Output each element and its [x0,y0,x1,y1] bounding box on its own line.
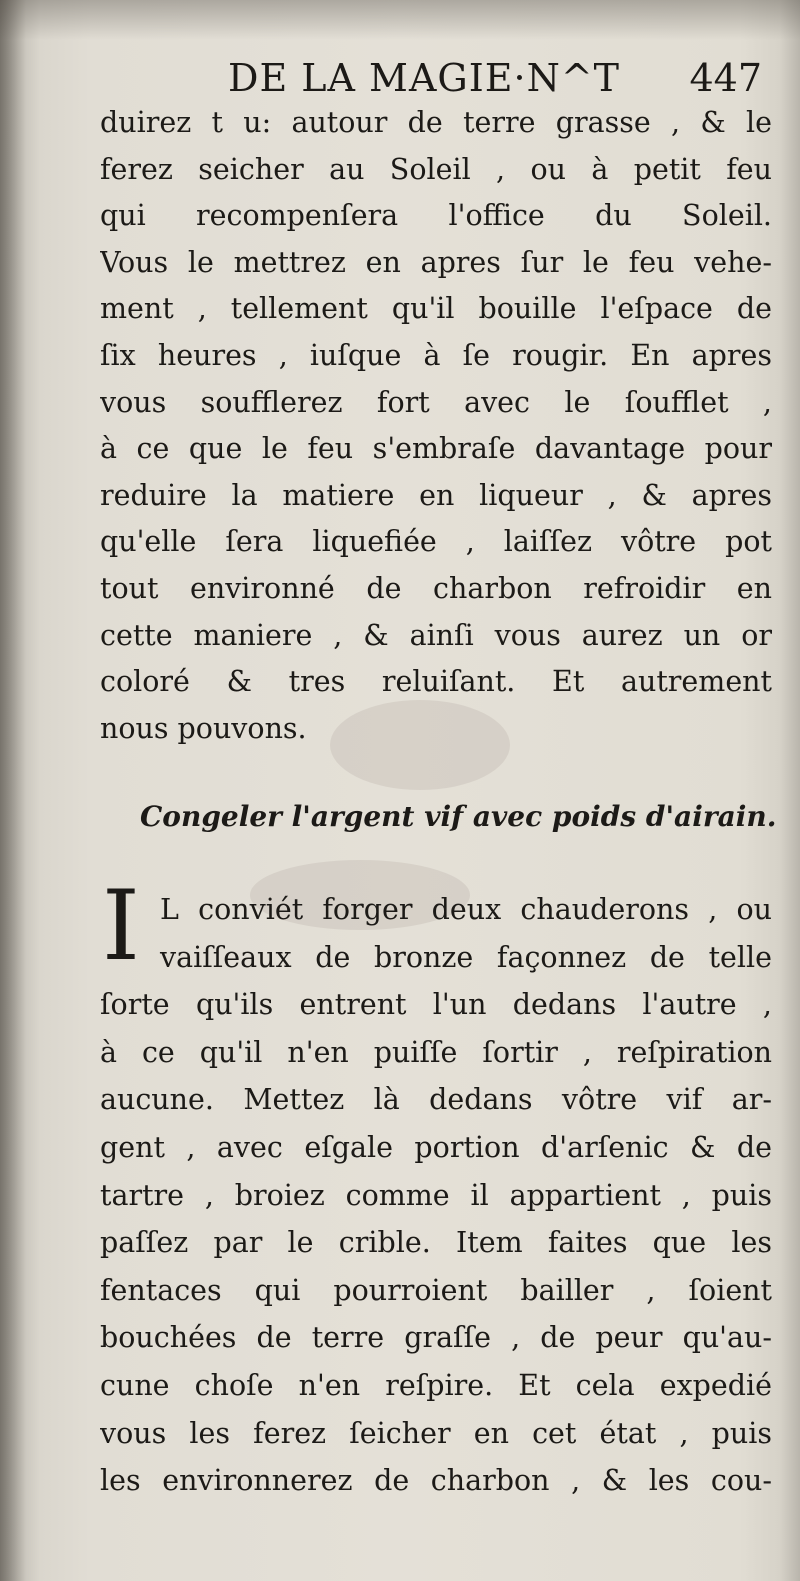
text-line: nous pouvons. [100,711,307,745]
gutter-shadow [0,0,26,1581]
text-line: à ce qu'il n'en puiſſe ſortir , reſpiration [100,1035,772,1069]
text-line: duirez t u: autour de terre grasse , & le [100,106,772,139]
page-number: 447 [689,56,762,100]
text-line: fentaces qui pourroient bailler , ſoient [100,1273,772,1307]
section-heading: Congeler l'argent vif avec poids d'airain. [140,800,777,833]
text-line: les environnerez de charbon , & les cou- [100,1464,772,1498]
text-line: paſſez par le crible. Item faites que les [100,1226,772,1260]
text-line: cette maniere , & ainſi vous aurez un or [100,618,772,652]
text-line: ſix heures , iuſque à ſe rougir. En apres [100,338,772,372]
text-line: Vous le mettrez en apres ſur le feu vehe- [100,245,772,279]
paragraph-2 [100,870,772,1505]
text-line: bouchées de terre graſſe , de peur qu'au- [100,1321,772,1355]
text-line: vous les ferez ſeicher en cet état , puis [100,1416,772,1450]
text-line: ment , tellement qu'il bouille l'eſpace de [100,292,772,326]
text-line: vaiſſeaux de bronze façonnez de telle [160,940,772,974]
text-line: qu'elle ſera liquefiée , laiſſez vôtre pot [100,525,772,559]
running-head [100,56,772,106]
paragraph-1 [100,100,772,752]
top-shadow [0,0,800,40]
text-line: L conviét forger deux chauderons , ou [160,893,772,926]
text-line: aucune. Mettez là dedans vôtre vif ar- [100,1083,772,1117]
text-line: cune choſe n'en reſpire. Et cela expedié [100,1368,772,1402]
text-line: coloré & tres reluiſant. Et autrement [100,665,772,699]
text-line: tout environné de charbon refroidir en [100,571,772,605]
text-line: qui recompenſera l'office du Soleil. [100,199,772,233]
text-line: reduire la matiere en liqueur , & apres [100,478,772,512]
text-line: à ce que le feu s'embraſe davantage pour [100,432,772,466]
text-line: ferez seicher au Soleil , ou à petit feu [100,152,772,186]
text-line: vous soufflerez fort avec le ſoufflet , [100,385,772,419]
text-line: tartre , broiez comme il appartient , puis [100,1178,772,1212]
text-line: gent , avec eſgale portion d'arſenic & de [100,1130,772,1164]
running-head-title: DE LA MAGIE·N^T [228,56,621,100]
text-line: ſorte qu'ils entrent l'un dedans l'autre , [100,988,772,1022]
drop-cap: I [102,870,140,982]
